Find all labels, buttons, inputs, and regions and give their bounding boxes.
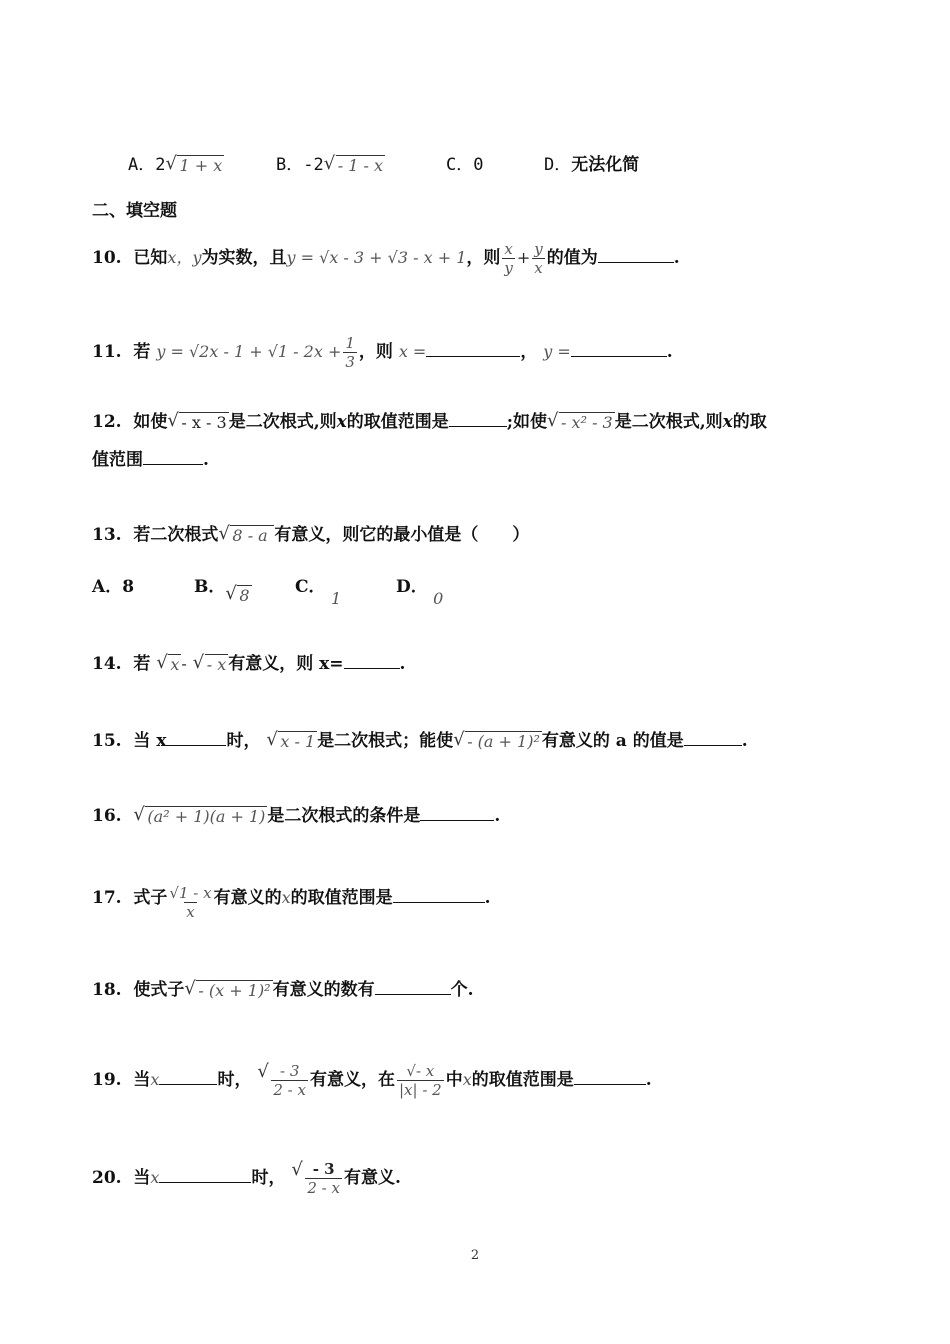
fraction-x-over-y: $\frac{x}{y}$ — [504, 240, 513, 277]
answer-blank-2[interactable] — [574, 1066, 646, 1085]
answer-blank[interactable] — [159, 1164, 251, 1183]
page-number: 2 — [470, 1248, 480, 1263]
radical-fraction: √ $\frac{- 3}{2 - x}$ — [257, 1062, 310, 1099]
option-b — [276, 150, 385, 176]
question-16: 16. √ (a² + 1)(a + 1) 是二次根式的条件是 . — [92, 802, 910, 829]
answer-blank[interactable] — [375, 976, 451, 995]
question-17: 17. 式子 $\frac{√1 - x}{x}$ 有意义的x的取值范围是 . — [92, 884, 491, 921]
option-d: D．无法化简 — [544, 155, 640, 175]
radical-1: √ x - 1 — [266, 730, 317, 754]
radical-fraction: √ $\frac{- 3}{2 - x}$ — [291, 1160, 344, 1197]
question-10: 10. 已知x，y为实数，且y = √x - 3 + √3 - x + 1，则 $\frac{x}{y}$ + $\frac{y}{x}$ 的值为 . — [92, 240, 680, 277]
option-a-label: A．2 — [128, 155, 166, 175]
radical-1: √ x — [156, 653, 181, 677]
option-c: C． 1 — [295, 577, 342, 608]
answer-blank[interactable] — [420, 802, 494, 821]
radical: √ - (x + 1)² — [184, 979, 272, 1003]
radical: √ (a² + 1)(a + 1) — [133, 805, 267, 829]
fraction: $\frac{√- x}{|x| - 2}$ — [398, 1062, 442, 1099]
radical-1: √ - x - 3 — [167, 411, 228, 435]
question-18: 18. 使式子√ - (x + 1)² 有意义的数有 个. — [92, 976, 910, 1003]
answer-blank-2[interactable] — [143, 446, 203, 465]
option-a — [128, 150, 224, 176]
fraction: $\frac{√1 - x}{x}$ — [169, 884, 212, 921]
radical-2: √ - (a + 1)² — [453, 730, 542, 754]
answer-blank-y[interactable] — [571, 338, 667, 357]
answer-blank[interactable] — [344, 650, 400, 669]
answer-blank-1[interactable] — [449, 408, 507, 427]
option-b: B．√ 8 — [194, 575, 252, 600]
section-title: 二、填空题 — [92, 201, 177, 221]
radical-2: √ - x — [193, 653, 229, 677]
answer-blank-1[interactable] — [159, 1066, 217, 1085]
option-a: A．8 — [92, 577, 135, 597]
fraction-y-over-x: $\frac{y}{x}$ — [534, 240, 543, 277]
question-14: 14. 若 √ x - √ - x 有意义，则 x= . — [92, 650, 910, 677]
fraction-one-third: $\frac{1}{3}$ — [345, 334, 355, 371]
answer-blank-x[interactable] — [426, 338, 520, 357]
answer-blank[interactable] — [598, 244, 674, 263]
option-b-label: B．-2 — [276, 155, 324, 175]
option-c: C．0 — [446, 155, 484, 175]
question-12-cont: 值范围 . — [92, 446, 910, 472]
answer-blank-1[interactable] — [166, 727, 226, 746]
option-a-radical: √ 1 + x — [165, 155, 224, 176]
question-12: 12. 如使√ - x - 3 是二次根式,则x的取值范围是 ;如使√ - x² - 3 是二次根式,则x的取 — [92, 408, 910, 435]
question-13: 13. 若二次根式√ 8 - a 有意义，则它的最小值是（ ） — [92, 523, 910, 548]
question-19: 19. 当x 时， √ $\frac{- 3}{2 - x}$ 有意义，在 $\frac{√- x}{|x| - 2}$ 中x的取值范围是 . — [92, 1062, 910, 1099]
answer-blank-2[interactable] — [684, 727, 742, 746]
option-b-radical: √ - 1 - x — [324, 155, 385, 176]
answer-blank[interactable] — [393, 884, 485, 903]
option-d: D． 0 — [396, 577, 444, 608]
question-20: 20. 当x 时， √ $\frac{- 3}{2 - x}$ 有意义. — [92, 1160, 910, 1197]
question-15: 15. 当 x 时， √ x - 1 是二次根式；能使√ - (a + 1)² 有意义的 a 的值是 . — [92, 727, 910, 754]
radical: √ 8 - a — [218, 524, 274, 548]
question-11: 11. 若 y = √2x - 1 + √1 - 2x + $\frac{1}{3}$ ，则 x = ， y = . — [92, 334, 673, 371]
radical-2: √ - x² - 3 — [547, 411, 615, 435]
